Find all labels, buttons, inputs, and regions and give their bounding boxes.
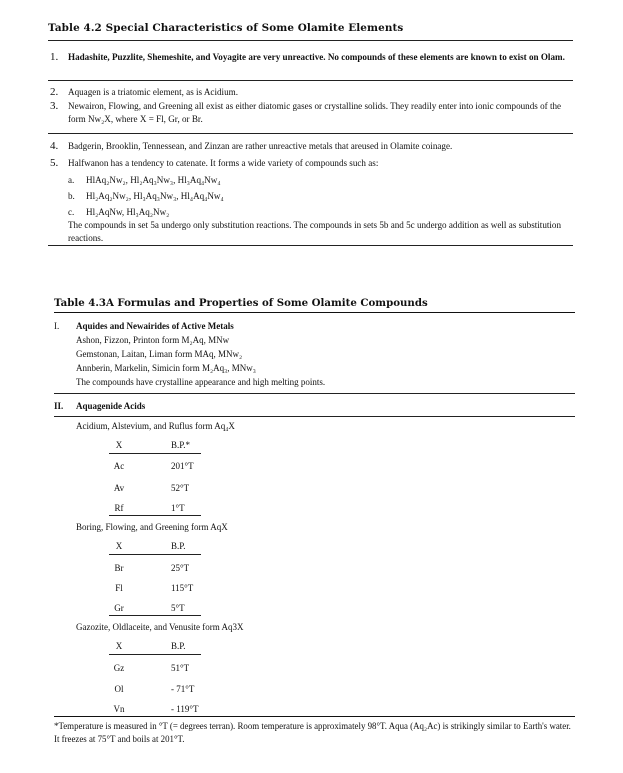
divider <box>48 245 573 246</box>
cell-bp: 25°T <box>171 563 190 573</box>
column-header-x: X <box>115 541 123 551</box>
item-number: 5. <box>50 157 59 169</box>
footnote: *Temperature is measured in °T (= degrees terran). Room temperature is approximately 98°T. Aqua (Aq₂Ac) is strikingly similar to Earth's water. It freezes at 75°T and boils at 201°T. <box>54 721 571 744</box>
cell-bp: 51°T <box>171 663 190 673</box>
sub-item-letter: c. <box>68 207 75 217</box>
sub-item <box>68 190 573 202</box>
list-item <box>48 157 573 170</box>
cell-bp: 201°T <box>171 461 194 471</box>
column-header-bp: B.P. <box>171 641 186 651</box>
cell-x: Gr <box>114 603 124 613</box>
group-caption: Acidium, Alstevium, and Ruflus form Aq₄X <box>76 421 235 431</box>
section-line: Gemstonan, Laitan, Liman form MAq, MNw₂ <box>76 349 243 359</box>
divider <box>54 716 575 717</box>
item-text: Aquagen is a triatomic element, as is Acidium. <box>68 87 238 97</box>
cell-x: Br <box>114 563 124 573</box>
section-number: II. <box>54 401 64 411</box>
column-header-x: X <box>115 641 123 651</box>
cell-bp: 52°T <box>171 483 190 493</box>
sub-item-text: HlAq₂Nw₂, Hl₂Aq₃Nw₃, Hl₃Aq₄Nw₄ <box>86 175 221 185</box>
sub-item-text: Hl₂AqNw, Hl₃Aq₂Nw₂ <box>86 207 170 217</box>
sub-item <box>68 174 573 186</box>
sub-item-text: Hl₂Aq₂Nw₂, Hl₃Aq₃Nw₃, Hl₄Aq₄Nw₄ <box>86 191 224 201</box>
section-line: Ashon, Fizzon, Printon form M₂Aq, MNw <box>76 335 230 345</box>
item-number: 2. <box>50 86 59 98</box>
table-bottom-rule <box>109 515 201 516</box>
table-bottom-rule <box>109 615 201 616</box>
header-rule <box>109 654 201 655</box>
section-title: Aquagenide Acids <box>76 401 146 411</box>
item-number: 4. <box>50 140 59 152</box>
divider <box>48 80 573 81</box>
table-4-3a-title: Table 4.3A Formulas and Properties of Some Olamite Compounds <box>54 297 428 309</box>
group-caption: Boring, Flowing, and Greening form AqX <box>76 522 228 532</box>
section-number: I. <box>54 321 60 331</box>
list-item <box>48 140 573 153</box>
column-header-bp: B.P.* <box>171 440 191 450</box>
divider <box>54 416 575 417</box>
item-number: 1. <box>50 51 59 63</box>
list-item <box>48 86 573 99</box>
table-header <box>109 541 201 553</box>
section-line: The compounds have crystalline appearance and high melting points. <box>76 377 326 387</box>
cell-bp: 1°T <box>171 503 185 513</box>
table-header <box>109 440 201 452</box>
item-text: Badgerin, Brooklin, Tennessean, and Zinzan are rather unreactive metals that areused in Olamite coinage. <box>68 141 453 151</box>
cell-x: Ac <box>113 461 125 471</box>
section-heading <box>54 400 145 412</box>
item-text: Hadashite, Puzzlite, Shemeshite, and Voyagite are very unreactive. No compounds of these elements are known to exist on Olam. <box>68 52 565 62</box>
list-item <box>48 51 573 64</box>
cell-x: Rf <box>114 503 124 513</box>
sub-item-letter: b. <box>68 191 75 201</box>
cell-x: Vn <box>113 704 125 714</box>
column-header-bp: B.P. <box>171 541 186 551</box>
divider <box>48 133 573 134</box>
header-rule <box>109 453 201 454</box>
cell-x: Fl <box>115 583 123 593</box>
cell-bp: - 71°T <box>171 684 195 694</box>
group-caption: Gazozite, Oldlaceite, and Venusite form Aq3X <box>76 622 244 632</box>
section-heading <box>54 320 234 332</box>
item-text: Newairon, Flowing, and Greening all exist as either diatomic gases or crystalline solids. They readily enter into ionic compounds of the form Nw₂X, where X = Fl, Gr, or Br. <box>68 101 562 124</box>
divider <box>54 312 575 313</box>
column-header-x: X <box>115 440 123 450</box>
divider <box>48 40 573 41</box>
divider <box>54 393 575 394</box>
cell-x: Ol <box>114 684 124 694</box>
closing-text: The compounds in set 5a undergo only substitution reactions. The compounds in sets 5b and 5c undergo addition as well as substitution reactions. <box>68 220 562 243</box>
header-rule <box>109 554 201 555</box>
table-4-2-title: Table 4.2 Special Characteristics of Some Olamite Elements <box>48 22 404 34</box>
section-title: Aquides and Newairides of Active Metals <box>76 321 234 331</box>
table-header <box>109 641 201 653</box>
item-number: 3. <box>50 100 59 112</box>
sub-item <box>68 206 573 218</box>
sub-item-letter: a. <box>68 175 75 185</box>
cell-x: Av <box>113 483 125 493</box>
item-text: Halfwanon has a tendency to catenate. It forms a wide variety of compounds such as: <box>68 158 379 168</box>
cell-bp: - 119°T <box>171 704 199 714</box>
list-item <box>48 100 573 126</box>
cell-x: Gz <box>113 663 125 673</box>
cell-bp: 115°T <box>171 583 194 593</box>
section-line: Annberin, Markelin, Simicin form M₂Aq₃, MNw₃ <box>76 363 256 373</box>
cell-bp: 5°T <box>171 603 185 613</box>
